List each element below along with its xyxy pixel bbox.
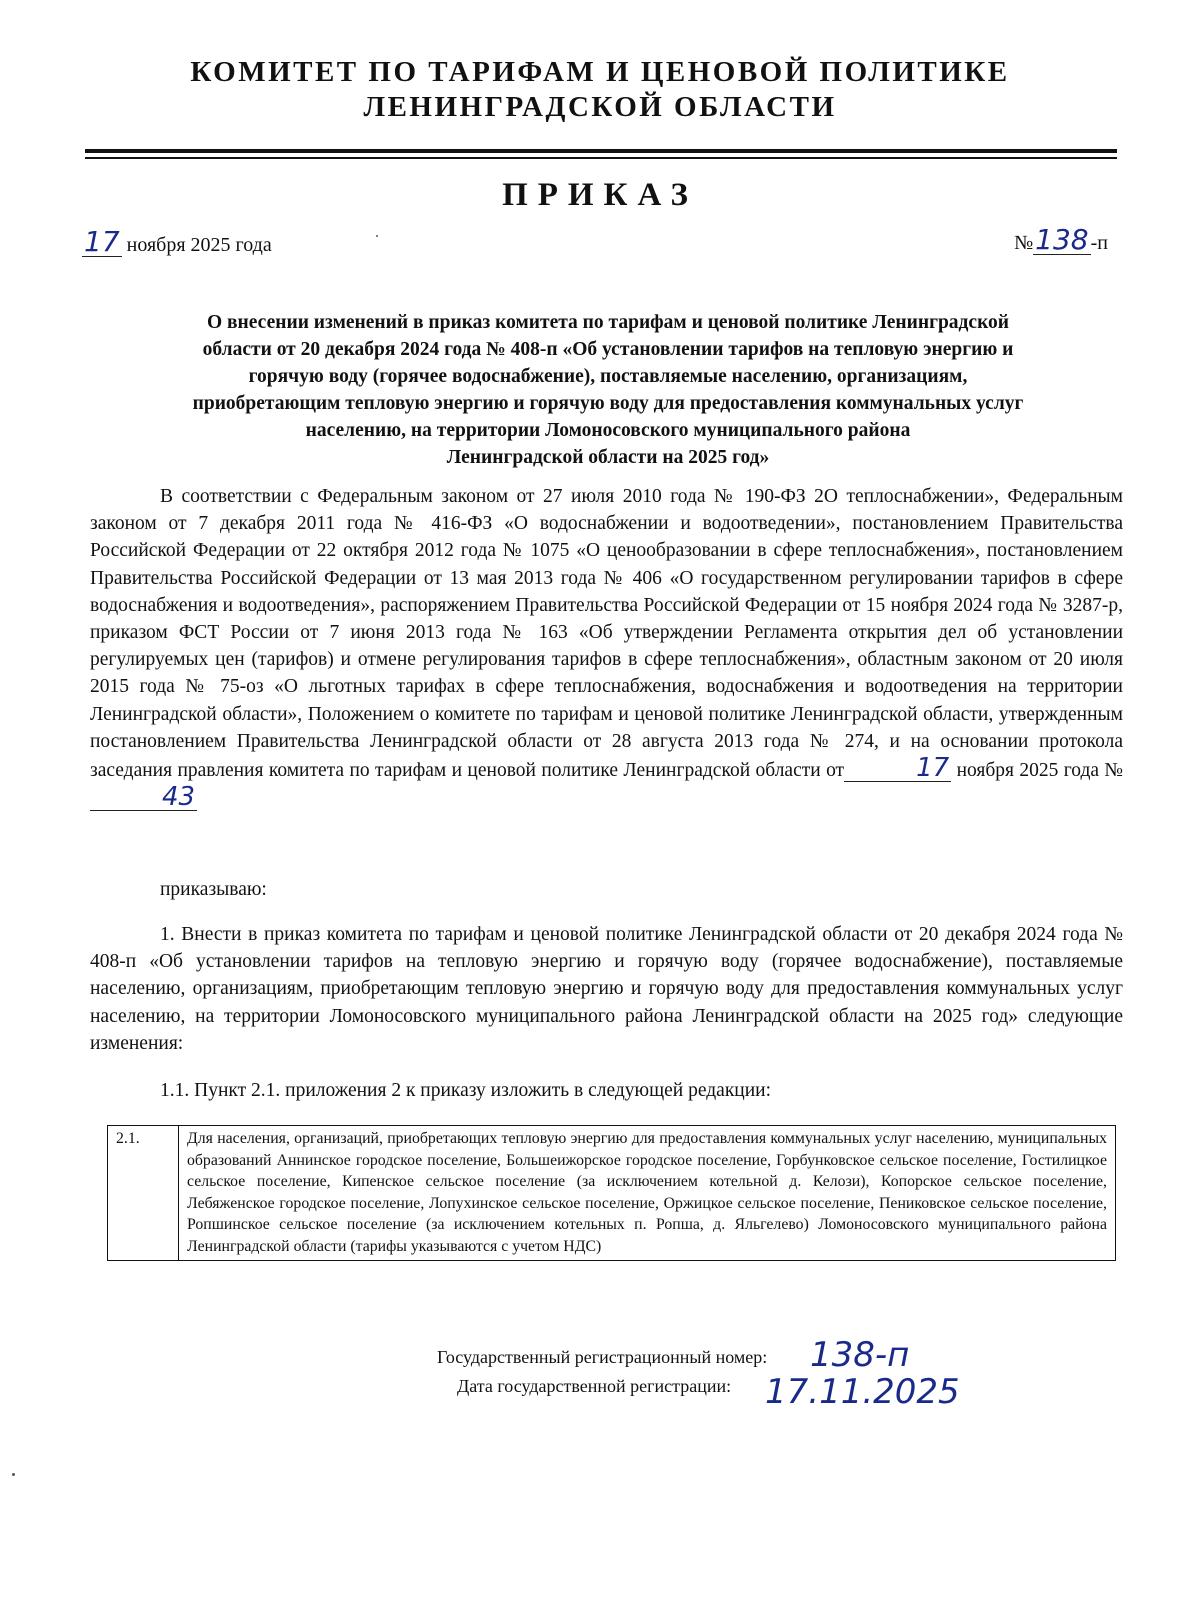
- table-cell-text: Для населения, организаций, приобретающих тепловую энергию для предоставления коммунальных услуг населению, муниципальных образований Аннинское городское поселение, Большеижорское городское поселение, Горбунковское сельское поселение, Гостилицкое сельское поселение, Кипенское сельское поселение (за исключением котельной д. Келози), Копорское сельское поселение, Лебяженское городское поселение, Лопухинское сельское поселение, Оржицкое сельское поселение, Пениковское сельское поселение, Ропшинское сельское поселение (за исключением котельных п. Ропша, д. Яльгелево) Ломоносовского муниципального района Ленинградской области (тарифы указываются с учетом НДС): [179, 1126, 1116, 1261]
- subject-line: области от 20 декабря 2024 года № 408-п «Об установлении тарифов на тепловую энергию и: [202, 339, 1014, 360]
- order-number: [1014, 223, 1108, 256]
- header-rule-thin: [85, 157, 1117, 159]
- org-name-line1: КОМИТЕТ ПО ТАРИФАМ И ЦЕНОВОЙ ПОЛИТИКЕ: [190, 56, 1010, 88]
- order-number-suffix: -п: [1090, 232, 1108, 254]
- header-rule-thick: [85, 149, 1117, 153]
- preamble-text-mid: ноября 2025 года №: [956, 760, 1124, 782]
- org-name-line2: ЛЕНИНГРАДСКОЙ ОБЛАСТИ: [363, 91, 837, 123]
- table-row: [108, 1126, 1116, 1261]
- preamble-text: В соответствии с Федеральным законом от 27 июля 2010 года № 190-ФЗ 2О теплоснабжении», Федеральным законом от 7 декабря 2011 года № 416-ФЗ «О водоснабжении и водоотведении», постановлением Правительства Российской Федерации от 22 октября 2012 года № 1075 «О ценообразовании в сфере теплоснабжения», постановлением Правительства Российской Федерации от 13 мая 2013 года № 406 «О государственном регулировании тарифов в сфере водоснабжения и водоотведения», распоряжением Правительства Российской Федерации от 15 ноября 2024 года № 3287-р, приказом ФСТ России от 7 июня 2013 года № 163 «Об утверждении Регламента открытия дел об установлении регулируемых цен (тарифов) и отмене регулирования тарифов в сфере теплоснабжения», областным законом от 20 июля 2015 года № 75-оз «О льготных тарифах в сфере теплоснабжения, водоснабжения и водоотведения на территории Ленинградской области», Положением о комитете по тарифам и ценовой политике Ленинградской области, утвержденным постановлением Правительства Ленинградской области от 28 августа 2013 года № 274, и на основании протокола заседания правления комитета по тарифам и ценовой политике Ленинградской области от: [90, 486, 1123, 782]
- scan-speck: [12, 1473, 15, 1476]
- table-cell-number: 2.1.: [108, 1126, 179, 1261]
- registration-date-handwritten: 17.11.2025: [765, 1372, 960, 1412]
- order-item-1-1: 1.1. Пункт 2.1. приложения 2 к приказу изложить в следующей редакции:: [160, 1080, 772, 1101]
- subject-line: О внесении изменений в приказ комитета по тарифам и ценовой политике Ленинградской: [206, 312, 1010, 333]
- amendment-table: [107, 1125, 1116, 1261]
- order-date-rest: ноября 2025 года: [126, 234, 272, 256]
- order-date-day-handwritten: 17: [84, 225, 120, 258]
- order-verb: приказываю:: [160, 879, 267, 900]
- registration-number-label: Государственный регистрационный номер:: [437, 1347, 768, 1367]
- scan-speck: [376, 235, 378, 237]
- registration-number-handwritten: 138-п: [810, 1335, 910, 1375]
- preamble-paragraph: [90, 483, 1123, 813]
- subject-line: приобретающим тепловую энергию и горячую воду для предоставления коммунальных услуг: [192, 393, 1024, 414]
- document-type-title: ПРИКАЗ: [502, 177, 698, 213]
- order-number-prefix: №: [1014, 232, 1034, 254]
- subject-line: Ленинградской области на 2025 год»: [446, 447, 770, 468]
- order-item-1: 1. Внести в приказ комитета по тарифам и ценовой политике Ленинградской области от 20 декабря 2024 года № 408-п «Об установлении тарифов на тепловую энергию и горячую воду (горячее водоснабжение), поставляемые населению, организациям, приобретающим тепловую энергию и горячую воду для предоставления коммунальных услуг населению, на территории Ломоносовского муниципального района Ленинградской области на 2025 год» следующие изменения:: [90, 924, 1123, 1054]
- protocol-number-handwritten: 43: [90, 784, 197, 811]
- subject-line: населению, на территории Ломоносовского муниципального района: [305, 420, 911, 441]
- order-number-handwritten: 138: [1035, 223, 1089, 256]
- order-subject: [88, 309, 1128, 471]
- registration-date-label: Дата государственной регистрации:: [457, 1376, 732, 1396]
- protocol-day-handwritten: 17: [844, 755, 951, 782]
- subject-line: горячую воду (горячее водоснабжение), поставляемые населению, организациям,: [248, 366, 968, 387]
- order-date: [82, 225, 272, 258]
